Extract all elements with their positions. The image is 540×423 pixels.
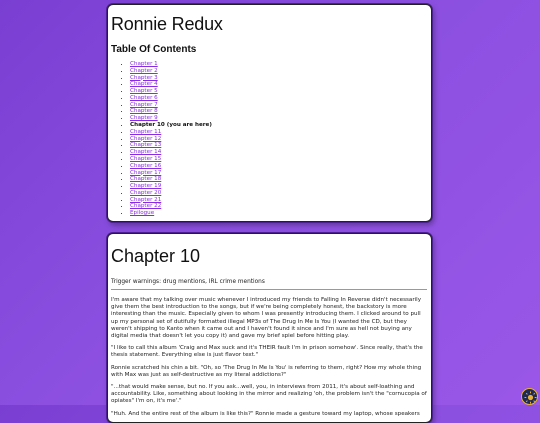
toc-item[interactable] bbox=[130, 210, 428, 217]
toc-item[interactable] bbox=[130, 81, 428, 88]
toc-item[interactable] bbox=[130, 108, 428, 115]
toc-item[interactable] bbox=[130, 170, 428, 177]
trigger-warning: Trigger warnings: drug mentions, IRL crime mentions bbox=[111, 279, 265, 285]
toc-item[interactable] bbox=[130, 136, 428, 143]
chapter-paragraph: "...that would make sense, but no. If you ask...well, you, in interviews from 2011, it's about self-loathing and accountability. Like, something about looking in the mirror and realizing 'oh, the problem isn't the "cornucopia of opiates" I'm on, it's me'." bbox=[111, 384, 427, 405]
toc-link[interactable]: Chapter 16 bbox=[130, 162, 162, 169]
toc-link[interactable]: Chapter 22 bbox=[130, 203, 162, 210]
toc-item[interactable] bbox=[130, 102, 428, 109]
chapter-title: Chapter 10 bbox=[111, 246, 201, 266]
toc-link[interactable]: Chapter 3 bbox=[130, 74, 158, 81]
chapter-card bbox=[107, 233, 432, 423]
toc-item[interactable] bbox=[130, 61, 428, 68]
toc-link[interactable]: Epilogue bbox=[130, 210, 155, 217]
toc-item[interactable] bbox=[130, 68, 428, 75]
divider bbox=[111, 289, 427, 290]
toc-link[interactable]: Chapter 4 bbox=[130, 81, 158, 88]
toc-link[interactable]: Chapter 19 bbox=[130, 183, 162, 190]
toc-item[interactable] bbox=[130, 176, 428, 183]
toc-item[interactable] bbox=[130, 142, 428, 149]
toc-link[interactable]: Chapter 21 bbox=[130, 196, 162, 203]
toc-item[interactable] bbox=[130, 95, 428, 102]
toc-item[interactable] bbox=[130, 149, 428, 156]
toc-link[interactable]: Chapter 6 bbox=[130, 94, 158, 101]
toc-item[interactable] bbox=[130, 129, 428, 136]
toc-item[interactable] bbox=[130, 156, 428, 163]
toc-link[interactable]: Chapter 9 bbox=[130, 115, 158, 122]
toc-link[interactable]: Chapter 15 bbox=[130, 155, 162, 162]
toc-link[interactable]: Chapter 1 bbox=[130, 61, 158, 67]
toc-link[interactable]: Chapter 14 bbox=[130, 149, 162, 156]
toc-item[interactable] bbox=[130, 88, 428, 95]
toc-link[interactable]: Chapter 7 bbox=[130, 101, 158, 108]
toc-item[interactable] bbox=[130, 183, 428, 190]
toc-card bbox=[107, 4, 432, 222]
chapter-paragraph: Ronnie scratched his chin a bit. "Oh, so 'The Drug In Me Is You' is referring to them, right? How my whole thing with Max was just as self-destructive as my literal addictions?" bbox=[111, 364, 422, 378]
toc-item: • Chapter 10 (you are here) bbox=[130, 122, 428, 129]
toc-link[interactable]: Chapter 13 bbox=[130, 142, 162, 149]
site-title: Ronnie Redux bbox=[111, 14, 223, 34]
chapter-body bbox=[111, 297, 427, 418]
toc-link[interactable]: Chapter 12 bbox=[130, 135, 162, 142]
toc-link[interactable]: Chapter 20 bbox=[130, 189, 162, 196]
toc-item[interactable] bbox=[130, 75, 428, 82]
toc-list bbox=[111, 61, 428, 217]
chapter-paragraph: "Huh. And the entire rest of the album is like this?" Ronnie made a gesture toward my laptop, whose speakers bbox=[111, 410, 420, 417]
toc-item[interactable] bbox=[130, 203, 428, 210]
chapter-paragraph: I'm aware that my talking over music whenever I introduced my friends to Falling In Reverse didn't necessarily give them the best introduction to the songs, but if we're being completely honest, the backstory is more interesting than the music. Especially given to whom I was presently introducing them. I clicked around to pull up my personal set of dutifully formatted illegal MP3s of The Drug In Me Is You (I wanted the CD, but they weren't shipping to Kanto when it came out and I haven't found it since and I'm sure as hell not buying any digital media that doesn't let you copy it) and gave my brief spiel before hitting play. bbox=[111, 297, 422, 340]
chapter-paragraph: "I like to call this album 'Craig and Max suck and it's THEIR fault I'm in prison somehow'. Since really, that's the thesis statement. Everything else is just flavor text." bbox=[111, 345, 423, 359]
toc-link[interactable]: Chapter 18 bbox=[130, 176, 162, 183]
toc-item[interactable] bbox=[130, 163, 428, 170]
toc-item[interactable] bbox=[130, 190, 428, 197]
toc-item[interactable] bbox=[130, 115, 428, 122]
toc-heading: Table Of Contents bbox=[111, 44, 197, 55]
toc-link[interactable]: Chapter 5 bbox=[130, 88, 158, 95]
toc-link[interactable]: Chapter 11 bbox=[130, 128, 162, 135]
theme-toggle-button[interactable] bbox=[521, 388, 538, 405]
toc-link[interactable]: Chapter 2 bbox=[130, 67, 158, 74]
toc-link[interactable]: Chapter 8 bbox=[130, 108, 158, 115]
sun-moon-toggle-icon bbox=[524, 391, 537, 404]
toc-item[interactable] bbox=[130, 197, 428, 204]
toc-link[interactable]: Chapter 17 bbox=[130, 169, 162, 176]
